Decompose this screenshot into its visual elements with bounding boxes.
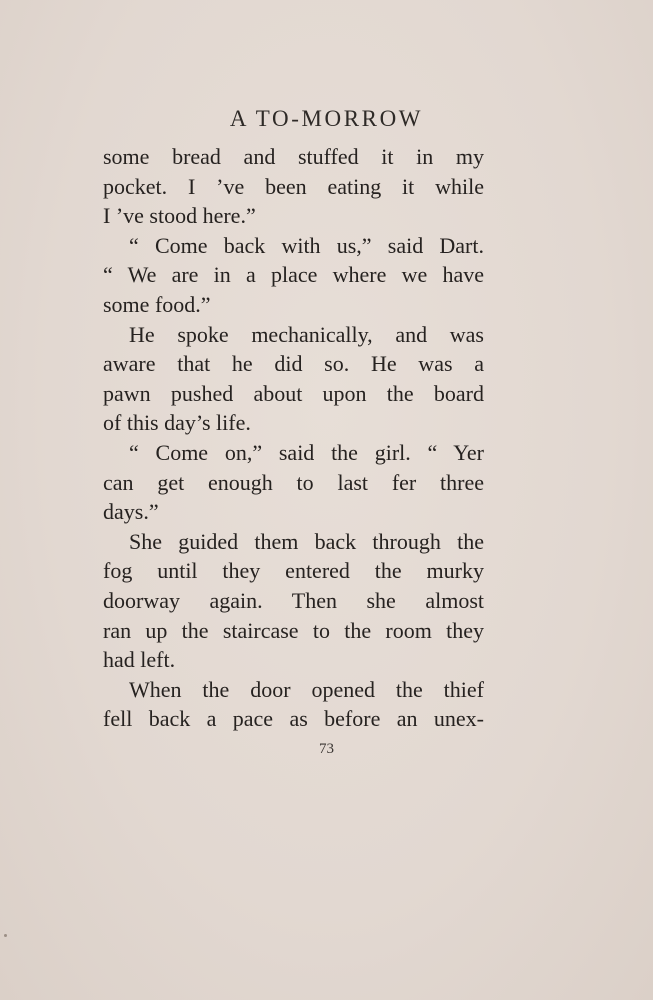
text-line: doorway again. Then she almost [103,587,484,613]
text-line: had left. [103,647,176,673]
text-line: She guided them back through the [129,528,484,554]
text-line: pocket. I ’ve been eating it while [103,173,484,199]
text-line: of this day’s life. [103,410,251,436]
text-line: some food.” [103,291,211,317]
body-text [103,142,484,734]
text-line: When the door opened the thief [129,676,484,702]
text-line: “ We are in a place where we have [103,262,484,288]
paper-speck [4,934,7,937]
text-line: “ Come on,” said the girl. “ Yer [129,439,484,465]
text-line: aware that he did so. He was a [103,351,484,377]
text-line: can get enough to last fer three [103,469,484,495]
text-line: fell back a pace as before an unex- [103,706,484,732]
text-line: days.” [103,499,159,525]
text-line: pawn pushed about upon the board [103,380,484,406]
text-line: ran up the staircase to the room they [103,617,484,643]
running-head: A TO-MORROW [229,106,424,131]
page-number: 73 [319,741,334,757]
text-line: fog until they entered the murky [103,558,484,584]
text-line: some bread and stuffed it in my [103,144,484,169]
text-line: I ’ve stood here.” [103,203,256,229]
text-line: “ Come back with us,” said Dart. [129,232,484,258]
text-line: He spoke mechanically, and was [129,321,484,347]
